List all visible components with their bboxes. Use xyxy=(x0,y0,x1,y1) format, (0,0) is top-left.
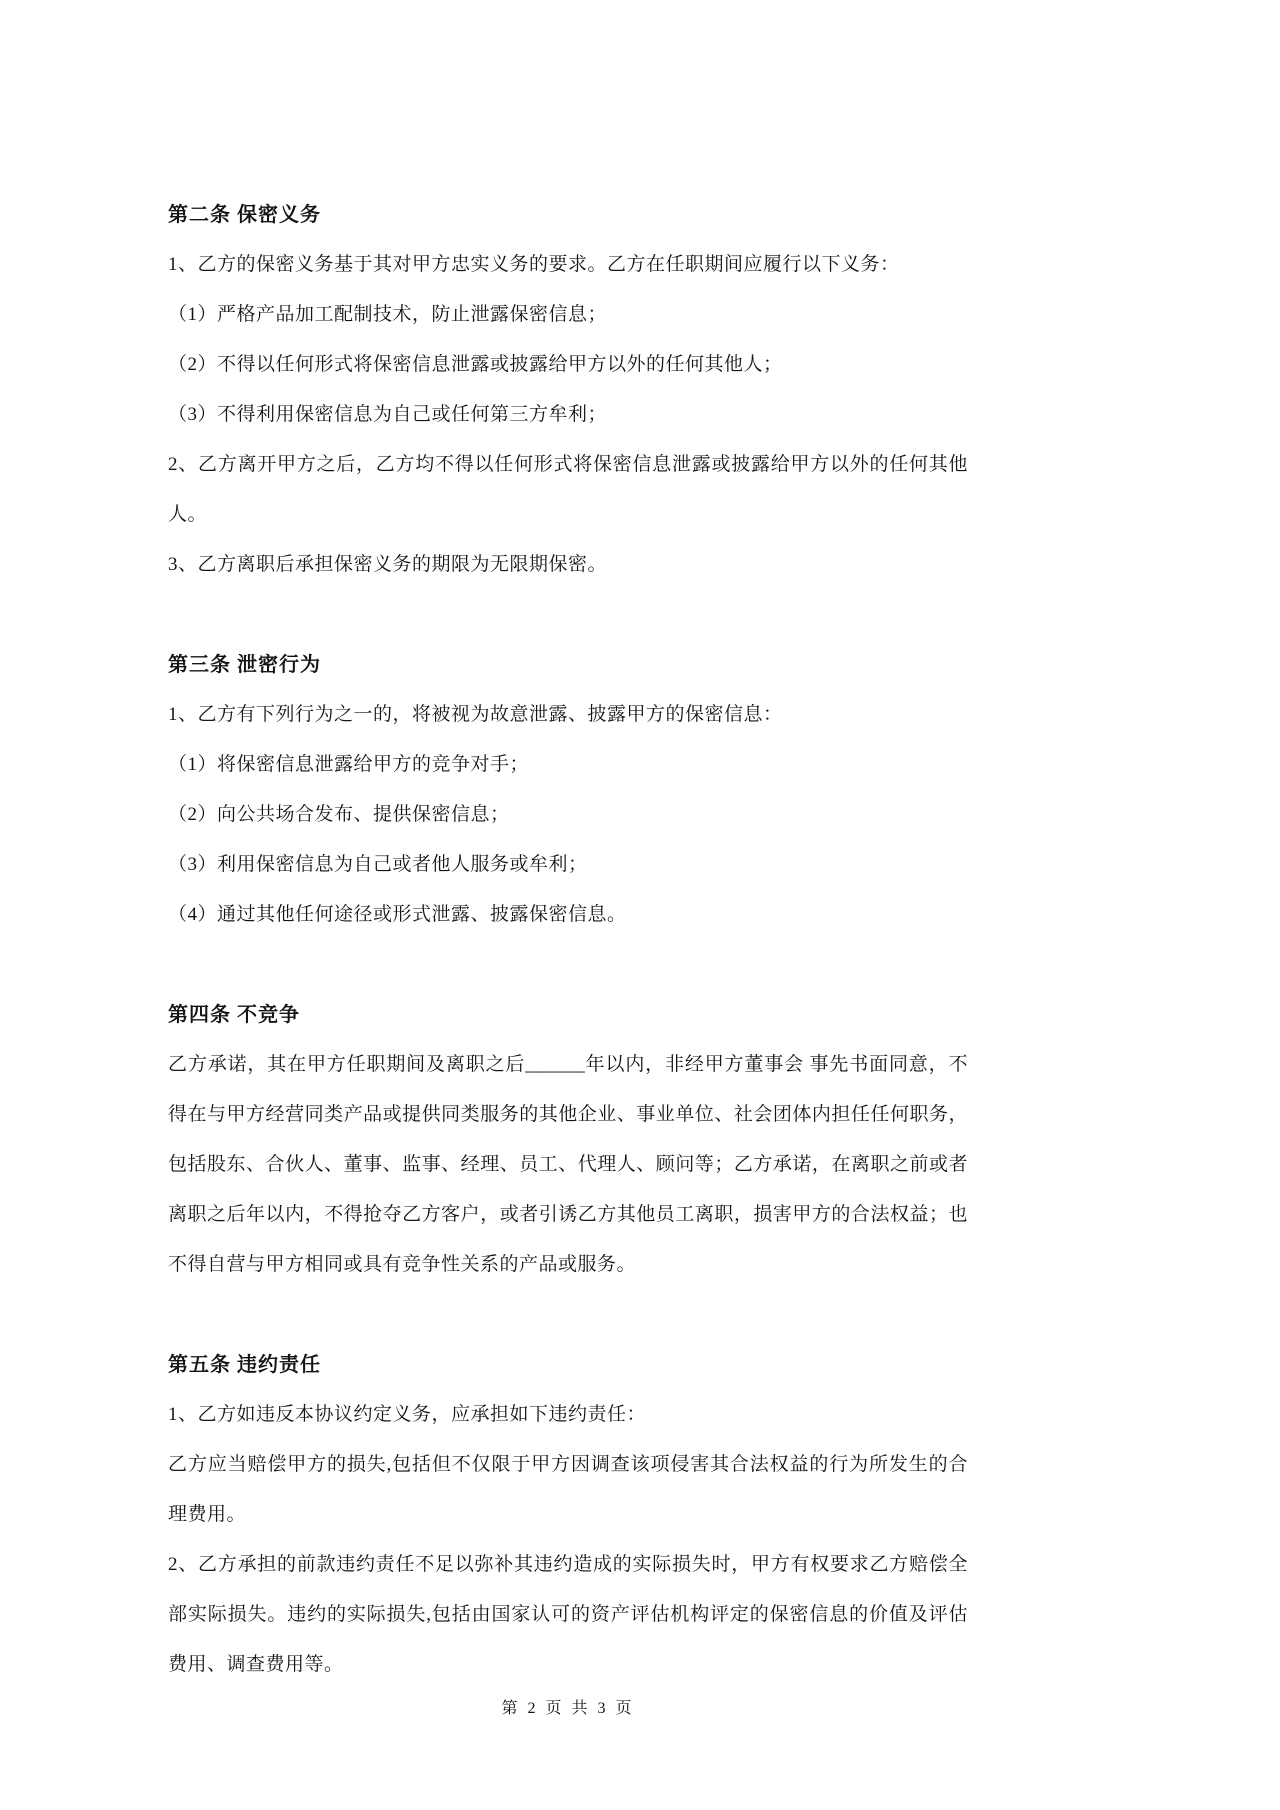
article-section xyxy=(168,640,968,940)
paragraph: 2、乙方承担的前款违约责任不足以弥补其违约造成的实际损失时，甲方有权要求乙方赔偿全部实际损失。违约的实际损失,包括由国家认可的资产评估机构评定的保密信息的价值及评估费用、调查费用等。 xyxy=(168,1554,968,1675)
paragraph: （3）利用保密信息为自己或者他人服务或牟利； xyxy=(168,854,588,875)
paragraph: 2、乙方离开甲方之后，乙方均不得以任何形式将保密信息泄露或披露给甲方以外的任何其他人。 xyxy=(168,454,968,525)
paragraph: （2）不得以任何形式将保密信息泄露或披露给甲方以外的任何其他人； xyxy=(168,354,783,375)
article-paragraphs xyxy=(168,1040,968,1290)
page-number-footer: 第 2 页 共 3 页 xyxy=(501,1700,635,1717)
paragraph: （1）严格产品加工配制技术，防止泄露保密信息； xyxy=(168,304,608,325)
document-body xyxy=(168,190,968,1690)
paragraph: 3、乙方离职后承担保密义务的期限为无限期保密。 xyxy=(168,554,608,575)
article-section xyxy=(168,990,968,1290)
paragraph: 1、乙方有下列行为之一的，将被视为故意泄露、披露甲方的保密信息： xyxy=(168,704,783,725)
article-paragraphs xyxy=(168,240,968,590)
paragraph: （2）向公共场合发布、提供保密信息； xyxy=(168,804,510,825)
paragraph: （1）将保密信息泄露给甲方的竞争对手； xyxy=(168,754,530,775)
article-heading: 第三条 泄密行为 xyxy=(168,654,321,676)
paragraph: 1、乙方的保密义务基于其对甲方忠实义务的要求。乙方在任职期间应履行以下义务： xyxy=(168,254,900,275)
paragraph: 乙方应当赔偿甲方的损失,包括但不仅限于甲方因调查该项侵害其合法权益的行为所发生的合理费用。 xyxy=(168,1454,968,1525)
article-heading: 第二条 保密义务 xyxy=(168,204,321,226)
paragraph: （3）不得利用保密信息为自己或任何第三方牟利； xyxy=(168,404,608,425)
paragraph: 乙方承诺，其在甲方任职期间及离职之后______年以内，非经甲方董事会 事先书面同意，不得在与甲方经营同类产品或提供同类服务的其他企业、事业单位、社会团体内担任任何职务，包括股东、合伙人、董事、监事、经理、员工、代理人、顾问等；乙方承诺，在离职之前或者离职之后年以内，不得抢夺乙方客户，或者引诱乙方其他员工离职，损害甲方的合法权益；也不得自营与甲方相同或具有竞争性关系的产品或服务。 xyxy=(168,1054,968,1275)
paragraph: 1、乙方如违反本协议约定义务，应承担如下违约责任： xyxy=(168,1404,647,1425)
article-heading: 第四条 不竞争 xyxy=(168,1004,300,1026)
article-paragraphs xyxy=(168,1390,968,1690)
paragraph: （4）通过其他任何途径或形式泄露、披露保密信息。 xyxy=(168,904,627,925)
article-section xyxy=(168,190,968,590)
article-heading: 第五条 违约责任 xyxy=(168,1354,321,1376)
article-section xyxy=(168,1340,968,1690)
contract-page xyxy=(168,0,968,1722)
article-paragraphs xyxy=(168,690,968,940)
